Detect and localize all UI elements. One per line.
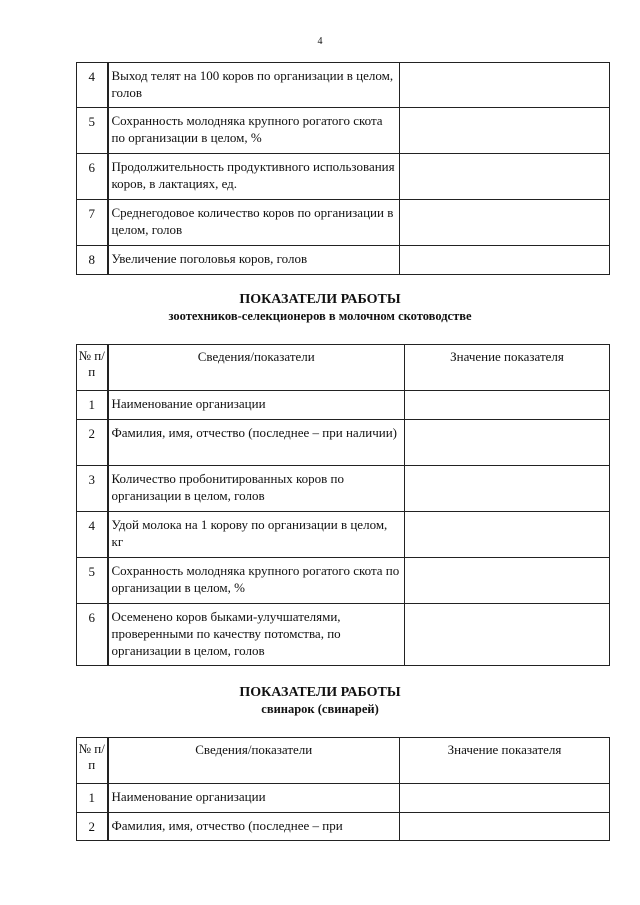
section-title: ПОКАЗАТЕЛИ РАБОТЫ [239, 685, 401, 700]
row-number: 5 [77, 558, 108, 604]
row-label: Сохранность молодняка крупного рогатого скота по организации в целом, % [108, 108, 400, 154]
table-row [77, 604, 610, 666]
row-number: 1 [77, 784, 108, 813]
row-number: 7 [77, 200, 108, 246]
table-row [77, 108, 610, 154]
table-row [77, 246, 610, 275]
row-number: 1 [77, 391, 108, 420]
table-row [77, 420, 610, 466]
table-row [77, 200, 610, 246]
column-header-indicators: Сведения/показатели [108, 738, 400, 784]
row-label: Осеменено коров быками-улучшателями, проверенными по качеству потомства, по организации в целом, голов [108, 604, 405, 666]
row-label: Выход телят на 100 коров по организации в целом, голов [108, 63, 400, 108]
column-header-indicators: Сведения/показатели [108, 345, 405, 391]
row-label: Наименование организации [108, 784, 400, 813]
table-header-row [77, 738, 610, 784]
column-header-value: Значение показателя [405, 345, 610, 391]
value-cell[interactable] [400, 154, 610, 200]
row-number: 2 [77, 813, 108, 841]
section-title: ПОКАЗАТЕЛИ РАБОТЫ [239, 292, 401, 307]
page-number: 4 [317, 36, 323, 47]
table-row [77, 391, 610, 420]
row-label: Продолжительность продуктивного использования коров, в лактациях, ед. [108, 154, 400, 200]
row-number: 6 [77, 604, 108, 666]
section-subtitle: свинарок (свинарей) [261, 702, 379, 716]
value-cell[interactable] [400, 813, 610, 841]
value-cell[interactable] [405, 512, 610, 558]
row-number: 6 [77, 154, 108, 200]
table-pig-breeders [76, 737, 610, 841]
row-label: Среднегодовое количество коров по организации в целом, голов [108, 200, 400, 246]
section-subtitle: зоотехников-селекционеров в молочном скотоводстве [168, 309, 472, 323]
table-row [77, 558, 610, 604]
table-row [77, 784, 610, 813]
table-zootechnicians [76, 344, 610, 666]
value-cell[interactable] [405, 466, 610, 512]
row-label: Фамилия, имя, отчество (последнее – при наличии) [108, 420, 405, 466]
table-row [77, 466, 610, 512]
row-number: 4 [77, 512, 108, 558]
value-cell[interactable] [400, 63, 610, 108]
row-label: Наименование организации [108, 391, 405, 420]
row-label: Увеличение поголовья коров, голов [108, 246, 400, 275]
table-row [77, 154, 610, 200]
value-cell[interactable] [400, 784, 610, 813]
table-row [77, 63, 610, 108]
row-label: Сохранность молодняка крупного рогатого скота по организации в целом, % [108, 558, 405, 604]
column-header-value: Значение показателя [400, 738, 610, 784]
value-cell[interactable] [405, 558, 610, 604]
column-header-number: № п/п [77, 738, 108, 784]
value-cell[interactable] [400, 246, 610, 275]
table-continuation [76, 62, 610, 275]
value-cell[interactable] [405, 391, 610, 420]
table-row [77, 813, 610, 841]
value-cell[interactable] [405, 604, 610, 666]
table-row [77, 512, 610, 558]
value-cell[interactable] [400, 200, 610, 246]
table-header-row [77, 345, 610, 391]
row-number: 2 [77, 420, 108, 466]
section-heading-zootechnicians [0, 291, 640, 325]
row-number: 4 [77, 63, 108, 108]
section-heading-pig-breeders [0, 684, 640, 718]
row-label: Фамилия, имя, отчество (последнее – при [108, 813, 400, 841]
row-number: 8 [77, 246, 108, 275]
value-cell[interactable] [400, 108, 610, 154]
row-label: Количество пробонитированных коров по организации в целом, голов [108, 466, 405, 512]
row-number: 5 [77, 108, 108, 154]
row-number: 3 [77, 466, 108, 512]
column-header-number: № п/п [77, 345, 108, 391]
value-cell[interactable] [405, 420, 610, 466]
row-label: Удой молока на 1 корову по организации в целом, кг [108, 512, 405, 558]
